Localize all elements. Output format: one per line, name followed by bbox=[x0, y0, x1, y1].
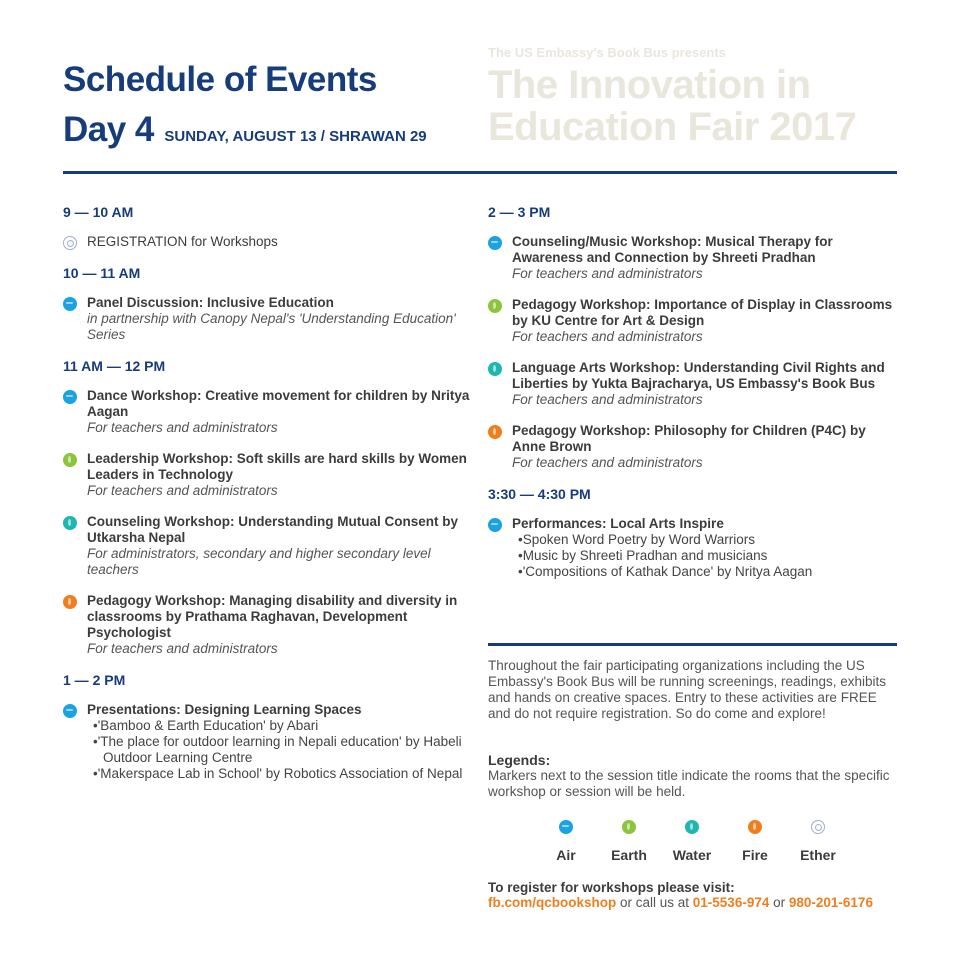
schedule-left-column bbox=[63, 204, 478, 797]
legend bbox=[536, 820, 876, 865]
session-music-workshop bbox=[488, 234, 898, 282]
top-divider bbox=[63, 171, 897, 174]
fair-title bbox=[488, 64, 856, 148]
phone-number-2[interactable]: 980-201-6176 bbox=[788, 895, 873, 910]
legend-item-earth bbox=[599, 820, 659, 863]
legend-item-ether bbox=[788, 820, 848, 863]
session-title: Pedagogy Workshop: Philosophy for Children (P4C) by Anne Brown bbox=[512, 423, 866, 454]
time-slot-heading: 10 — 11 AM bbox=[63, 265, 141, 281]
session-registration bbox=[63, 234, 478, 250]
water-icon bbox=[63, 516, 77, 530]
water-icon bbox=[685, 820, 699, 834]
session-subtitle: For administrators, secondary and higher secondary level teachers bbox=[87, 546, 431, 577]
legend-item-water bbox=[662, 820, 722, 863]
session-presentations bbox=[63, 702, 478, 782]
time-slot-heading: 3:30 — 4:30 PM bbox=[488, 486, 591, 502]
session-title: REGISTRATION for Workshops bbox=[87, 234, 278, 249]
session-p4c-workshop bbox=[488, 423, 898, 471]
phone-number-1[interactable]: 01-5536-974 bbox=[692, 895, 770, 910]
session-title: Counseling/Music Workshop: Musical Therapy for Awareness and Connection by Shreeti Pradhan bbox=[512, 234, 833, 265]
session-title: Presentations: Designing Learning Spaces bbox=[87, 702, 362, 717]
session-title: Leadership Workshop: Soft skills are hard skills by Women Leaders in Technology bbox=[87, 451, 467, 482]
info-divider bbox=[488, 643, 897, 646]
session-subtitle: For teachers and administrators bbox=[87, 641, 278, 656]
session-title: Counseling Workshop: Understanding Mutual Consent by Utkarsha Nepal bbox=[87, 514, 458, 545]
session-bullet: •'Compositions of Kathak Dance' by Nritya Aagan bbox=[518, 564, 813, 579]
day-date: SUNDAY, AUGUST 13 / SHRAWAN 29 bbox=[164, 128, 427, 145]
session-leadership-workshop bbox=[63, 451, 478, 499]
session-title: Panel Discussion: Inclusive Education bbox=[87, 295, 334, 310]
session-dance-workshop bbox=[63, 388, 478, 436]
legend-label: Air bbox=[556, 847, 576, 863]
legend-heading: Legends: bbox=[488, 752, 551, 768]
session-title: Language Arts Workshop: Understanding Civil Rights and Liberties by Yukta Bajracharya, US Embassy's Book Bus bbox=[512, 360, 885, 391]
time-slot-heading: 1 — 2 PM bbox=[63, 672, 126, 688]
session-bullet: •'Makerspace Lab in School' by Robotics Association of Nepal bbox=[93, 766, 463, 781]
air-icon bbox=[63, 390, 77, 404]
session-subtitle: For teachers and administrators bbox=[87, 420, 278, 435]
air-icon bbox=[488, 236, 502, 250]
time-slot-heading: 9 — 10 AM bbox=[63, 204, 134, 220]
session-performances bbox=[488, 516, 898, 580]
ether-icon bbox=[63, 236, 77, 250]
register-connector: or call us at bbox=[616, 895, 693, 910]
fire-icon bbox=[63, 595, 77, 609]
earth-icon bbox=[622, 820, 636, 834]
session-pedagogy-workshop bbox=[63, 593, 478, 657]
session-title: Dance Workshop: Creative movement for children by Nritya Aagan bbox=[87, 388, 470, 419]
legend-label: Fire bbox=[742, 847, 768, 863]
facebook-link[interactable]: fb.com/qcbookshop bbox=[488, 895, 617, 910]
fair-title-line2: Education Fair 2017 bbox=[488, 105, 857, 149]
session-bullet: •Music by Shreeti Pradhan and musicians bbox=[518, 548, 768, 563]
session-title: Performances: Local Arts Inspire bbox=[512, 516, 724, 531]
legend-item-fire bbox=[725, 820, 785, 863]
day-number: Day 4 bbox=[63, 110, 154, 149]
air-icon bbox=[63, 297, 77, 311]
session-title: Pedagogy Workshop: Importance of Display in Classrooms by KU Centre for Art & Design bbox=[512, 297, 893, 328]
day-heading bbox=[63, 110, 427, 150]
legend-label: Ether bbox=[800, 847, 836, 863]
page-title: Schedule of Events bbox=[63, 60, 377, 99]
legend-label: Earth bbox=[611, 847, 647, 863]
session-bullet: •'The place for outdoor learning in Nepali education' by Habeli Outdoor Learning Centre bbox=[93, 734, 462, 765]
earth-icon bbox=[488, 299, 502, 313]
session-subtitle: For teachers and administrators bbox=[512, 392, 703, 407]
session-subtitle: For teachers and administrators bbox=[512, 266, 703, 281]
earth-icon bbox=[63, 453, 77, 467]
session-bullet: •Spoken Word Poetry by Word Warriors bbox=[518, 532, 756, 547]
session-subtitle: For teachers and administrators bbox=[512, 455, 703, 470]
fair-info-text: Throughout the fair participating organizations including the US Embassy's Book Bus will be running screenings, readings, exhibits and hands on creative spaces. Entry to these activities are FREE and do not require registration. So do come and explore! bbox=[488, 658, 887, 721]
fair-presenter: The US Embassy's Book Bus presents bbox=[488, 45, 726, 60]
register-heading: To register for workshops please visit: bbox=[488, 880, 735, 895]
session-bullet: •'Bamboo & Earth Education' by Abari bbox=[93, 718, 319, 733]
ether-icon bbox=[811, 820, 825, 834]
fire-icon bbox=[488, 425, 502, 439]
time-slot-heading: 2 — 3 PM bbox=[488, 204, 551, 220]
water-icon bbox=[488, 362, 502, 376]
fair-title-line1: The Innovation in bbox=[488, 63, 811, 107]
register-or: or bbox=[769, 895, 789, 910]
legend-label: Water bbox=[672, 847, 712, 863]
air-icon bbox=[559, 820, 573, 834]
fire-icon bbox=[748, 820, 762, 834]
session-title: Pedagogy Workshop: Managing disability and diversity in classrooms by Prathama Raghavan, Development Psychologist bbox=[87, 593, 458, 640]
session-subtitle: For teachers and administrators bbox=[87, 483, 278, 498]
register-line bbox=[488, 895, 873, 910]
air-icon bbox=[488, 518, 502, 532]
session-language-arts-workshop bbox=[488, 360, 898, 408]
legend-item-air bbox=[536, 820, 596, 863]
legend-description: Markers next to the session title indicate the rooms that the specific workshop or session will be held. bbox=[488, 768, 890, 799]
session-subtitle: For teachers and administrators bbox=[512, 329, 703, 344]
air-icon bbox=[63, 704, 77, 718]
schedule-right-column bbox=[488, 204, 898, 595]
session-counseling-workshop bbox=[63, 514, 478, 578]
time-slot-heading: 11 AM — 12 PM bbox=[63, 358, 166, 374]
session-display-workshop bbox=[488, 297, 898, 345]
session-subtitle: in partnership with Canopy Nepal's 'Understanding Education' Series bbox=[87, 311, 456, 342]
session-panel-discussion bbox=[63, 295, 478, 343]
